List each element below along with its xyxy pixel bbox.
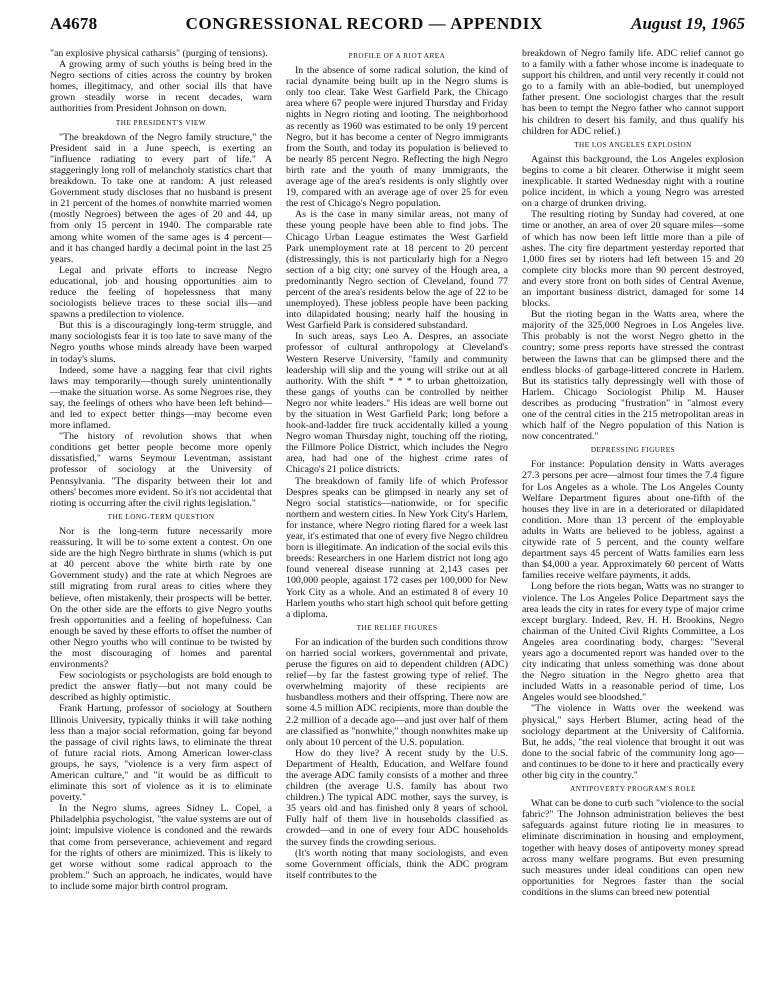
- paragraph: "The breakdown of the Negro family structure," the President said in a June speech, is exerting an "influence radiating to every part of life." A staggeringly long roll of melancholy statistics chart that breakdown. To take one at random: A just released Government study discloses that no husband is present in 21 percent of the homes of nonwhite married women (mostly Negroes) between the ages of 20 and 44, up from only 15 percent in 1940. The comparable rate among white women of the same ages is 4 percent—and it has changed hardly a decimal point in the last 25 years.: [50, 131, 272, 265]
- paragraph: Legal and private efforts to increase Negro educational, job and housing opportunities aim to reduce the feeling of hopelessness that many sociologists believe traces to these social ills—and spawns a predilection to violence.: [50, 264, 272, 321]
- paragraph: "The history of revolution shows that when conditions get better people become more openly dissatisfied," warns Seymour Leventman, assistant professor of sociology at the University of Pennsylvania. "The disparity between their lot and others' becomes more evident. So it's not accidental that rioting is occurring after the civil rights legislation.": [50, 431, 272, 509]
- paragraph: How do they live? A recent study by the U.S. Department of Health, Education, and Welfare found the average ADC family consists of a mother and three children (the average U.S. family has about two children.) The typical ADC mother, says the survey, is 35 years old and has finished only 8 years of school. Fully half of them live in households classified as crowded—and in one of every four ADC households the survey finds the crowding serious.: [286, 747, 508, 848]
- paragraph: Against this background, the Los Angeles explosion begins to come a bit clearer. Otherwise it might seem inexplicable. It started Wednesday night with a routine police incident, in which a young Negro was arrested on a charge of drunken driving.: [522, 153, 744, 210]
- paragraph: But this is a discouragingly long-term struggle, and many sociologists fear it is too late to save many of the Negro youths whose minds already have been warped in today's slums.: [50, 320, 272, 365]
- paragraph: For instance: Population density in Watts averages 27.3 persons per acre—almost four times the 7.4 figure for Los Angeles as a whole. The Los Angeles County Welfare Department figures about one-fifth of the houses they live in are in a deteriorated or dilapidated condition. More than 13 percent of the employable adults in Watts are believed to be jobless, against a citywide rate of 5 percent, and the county welfare department says 45 percent of Watts families earn less than $4,000 a year. Approximately 60 percent of Watts families receive welfare payments, it adds.: [522, 459, 744, 582]
- column-3: [522, 48, 744, 898]
- paragraph: The breakdown of family life of which Professor Despres speaks can be glimpsed in nearly any set of Negro social statistics—nationwide, or for specific northern and western cities. In New York City's Harlem, for instance, where Negro rioting flared for a week last year, it's estimated that one of every five Negro children born is illegitimate. An indication of the social evils this breeds: Researchers in one Harlem district not long ago found venereal disease running at 2,143 cases per 100,000 people, against 172 cases per 100,000 for New York City as a whole. And an estimated 8 of every 10 Harlem youths who start high school quit before getting a diploma.: [286, 475, 509, 620]
- section-heading: DEPRESSING FIGURES: [590, 446, 676, 455]
- paragraph: Long before the riots began, Watts was no stranger to violence. The Los Angeles Police Department says the area leads the city in rates for every type of major crime except burglary. Indeed, Rev. H. H. Brookins, Negro chairman of the United Civil Rights Committee, a Los Angeles area coordinating body, charges: "Several years ago a documented report was handed over to the city indicating that unless something was done about the Negro situation in the Negro ghetto area that included Watts in a reasonable period of time, Los Angeles would see bloodshed.": [522, 581, 744, 704]
- paragraph: The resulting rioting by Sunday had covered, at one time or another, an area of over 20 square miles—some of which has now been left little more than a pile of ashes. The city fire department yesterday reported that 1,000 fires set by rioters had left between 15 and 20 complete city blocks more than 90 percent destroyed, and every store front on both sides of Central Avenue, an important business district, damaged for some 14 blocks.: [522, 209, 744, 310]
- section-heading: ANTIPOVERTY PROGRAM'S ROLE: [570, 785, 696, 794]
- paragraph: (It's worth noting that many sociologists, and even some Government officials, think the ADC program itself contributes to the: [286, 847, 508, 881]
- paragraph: Few sociologists or psychologists are bold enough to predict the answer flatly—but not many could be described as highly optimistic.: [50, 670, 272, 704]
- column-2: [286, 48, 508, 898]
- publication-title: CONGRESSIONAL RECORD — APPENDIX: [185, 14, 543, 33]
- paragraph: Indeed, some have a nagging fear that civil rights laws may temporarily—though surely unintentionally—make the situation worse. As some Negroes rise, they say, the feelings of others who have been left behind—and led to expect better things—may become even more inflamed.: [50, 364, 272, 432]
- text-columns: [50, 48, 745, 898]
- paragraph: Frank Hartung, professor of sociology at Southern Illinois University, typically thinks it will take nothing less than a major social reformation, going far beyond the passage of civil rights laws, to eliminate the threat of future racial riots. Among American lower-class groups, he says, "violence is a very firm aspect of American culture," and "it would be as difficult to eliminate this sort of violence as it is to eliminate poverty.": [50, 703, 272, 804]
- section-heading: THE LOS ANGELES EXPLOSION: [574, 140, 692, 149]
- paragraph: For an indication of the burden such conditions throw on harried social workers, governmental and private, peruse the figures on aid to dependent children (ADC) relief—by far the fastest growing type of relief. The overwhelming majority of these recipients are husbandless mothers and their offspring. There now are some 4.5 million ADC recipients, more than double the 2.2 million of a decade ago—and just over half of them are classified as "nonwhite," though nonwhites make up only about 10 percent of the U.S. population.: [286, 636, 508, 748]
- section-heading: PROFILE OF A RIOT AREA: [348, 52, 446, 60]
- paragraph: Nor is the long-term future necessarily more reassuring. It will be to some extent a contest. On one side are the high Negro birthrate in slums (which is put at 40 percent above the white birth rate by one Government study) and the rate at which Negroes are still migrating from rural areas to cities where they believe, often mistakenly, their prospects will be better. On the other side are the efforts to give Negro youths fresh opportunities and a feeling of hopefulness. Can enough be saved by these efforts to offset the number of other Negro youths who will continue to be twisted by the most discouraging of homes and parental environments?: [50, 525, 272, 671]
- paragraph: But the rioting began in the Watts area, where the majority of the 325,000 Negroes in Los Angeles live. This probably is not the worst Negro ghetto in the country; some press reports have stressed the contrast between the lawns that can be glimpsed there and the endless blocks of garbage-littered concrete in Harlem. But its statistics tally depressingly well with those of Harlem. Chicago Sociologist Philip M. Hauser describes as producing "frustration" in "almost every one of the central cities in the 215 metropolitan areas in which half of the Negro population of this Nation is now concentrated.": [522, 309, 744, 443]
- paragraph: In such areas, says Leo A. Despres, an associate professor of cultural anthropology at Cleveland's Western Reserve University, "family and community leadership will slip and the young will strike out at all authority. With the shift * * * to urban ghettoization, these gangs of youths can be controlled by neither Negro nor white leaders." His ideas are well borne out by the situation in West Garfield Park; long before a hook-and-ladder fire truck accidentally killed a young Negro woman Thursday night, touching off the rioting, the Fillmore Police District, which includes the Negro area, had had one of the highest crime rates of Chicago's 21 police districts.: [286, 331, 508, 476]
- paragraph: In the absence of some radical solution, the kind of racial dynamite being built up in the Negro slums is only too clear. Take West Garfield Park, the Chicago area where 67 people were injured Thursday and Friday nights in Negro rioting and looting. The neighborhood as recently as 1960 was estimated to be only 19 percent Negro, but it has become a center of Negro immigrants from the South, and today its population is believed to be nearly 85 percent Negro. Reflecting the high Negro birth rate and the youth of many immigrants, the average age of the area's residents is only slightly over 19, compared with an average age of over 25 for even the rest of Chicago's Negro population.: [286, 65, 508, 210]
- page-number: A4678: [50, 14, 98, 33]
- publication-date: August 19, 1965: [631, 14, 745, 33]
- paragraph: "an explosive physical catharsis" (purging of tensions).: [50, 48, 268, 59]
- section-heading: THE PRESIDENT'S VIEW: [115, 118, 207, 127]
- section-heading: THE LONG-TERM QUESTION: [107, 512, 215, 521]
- paragraph: As is the case in many similar areas, not many of these young people have been able to find jobs. The Chicago Urban League estimates the West Garfield Park unemployment rate at 18 percent to 20 percent (distressingly, this is not particularly high for a Negro section of a big city; one survey of the Hough area, a predominantly Negro section of Cleveland, found 77 percent of the area's residents below the age of 22 to be unemployed). These jobless people have been packing into dilapidated housing; nearly half the housing in West Garfield Park is considered substandard.: [286, 209, 508, 332]
- paragraph: "The violence in Watts over the weekend was physical," says Herbert Blumer, acting head of the sociology department at the University of California. But, he adds, "the real violence that brought it out was done to the social fabric of the community long ago—and continues to be done to it here and practically every other big city in the country.": [522, 703, 744, 781]
- page-header: [50, 14, 745, 38]
- section-heading: THE RELIEF FIGURES: [356, 623, 438, 632]
- column-1: [50, 48, 272, 898]
- paragraph: In the Negro slums, agrees Sidney L. Copel, a Philadelphia psychologist, "the value systems are out of joint; impulsive violence is condoned and the rewards that come from perseverance, achievement and regard for the rights of others are minimized. This is likely to get worse without some radical approach to the problem." Such an approach, he indicates, would have to include some major birth control program.: [50, 803, 272, 892]
- paragraph: breakdown of Negro family life. ADC relief cannot go to a family with a father whose income is inadequate to support his children, and until very recently it could not go to a family with an able-bodied, but unemployed father present. One sociologist charges that the result has been to tempt the Negro father who cannot support his children to desert his family, and thus qualify his children for ADC relief.): [522, 48, 744, 137]
- paragraph: What can be done to curb such "violence to the social fabric?" The Johnson administration believes the best safeguards against future rioting lie in measures to eliminate discrimination in housing and employment, together with heavy doses of antipoverty money spread across many welfare programs. But even presuming such measures under ideal conditions can open new opportunities for Negroes faster than the social conditions in the slums can breed new potential: [522, 798, 744, 898]
- paragraph: A growing army of such youths is being bred in the Negro sections of cities across the country by broken homes, illegitimacy, and other social ills that have grown steadily worse in recent decades, warn authorities from President Johnson on down.: [50, 59, 272, 115]
